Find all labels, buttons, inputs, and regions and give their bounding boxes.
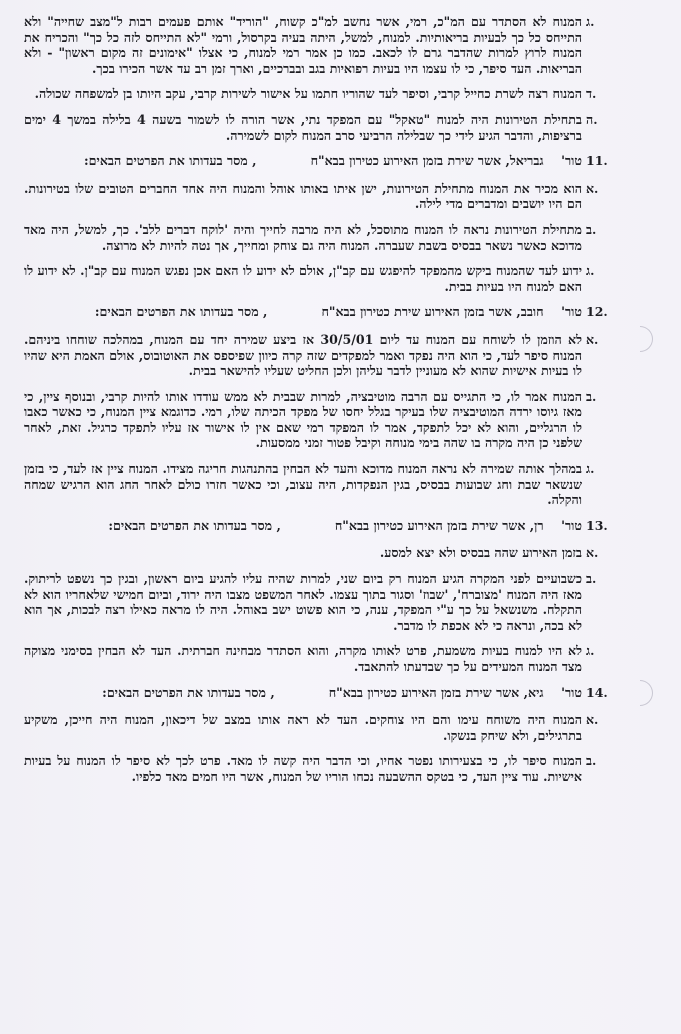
testimony-paragraph [24, 643, 616, 674]
witness-heading: 14. טור' גיא, אשר שירת בזמן האירוע כטירון בבא"ח, מסר בעדותו את הפרטים הבאים: [24, 685, 616, 701]
item-number: ג. [586, 643, 595, 659]
witness-intro: מסר בעדותו את הפרטים הבאים: [108, 517, 273, 533]
testimony-paragraph [24, 545, 616, 561]
item-number: א. [586, 712, 599, 728]
witness-intro: מסר בעדותו את הפרטים הבאים: [102, 684, 266, 700]
item-number: ג. [586, 263, 595, 279]
witness-heading: 12. טור' חובב, אשר בזמן האירוע שירת כטירון בבא"ח, מסר בעדותו את הפרטים הבאים: [24, 304, 616, 320]
binder-hole [640, 326, 653, 352]
rank-label: טור' [561, 304, 582, 320]
paragraph-text: בזמן האירוע שהה בבסיס ולא יצא למסע. [379, 545, 582, 561]
testimony-paragraph [24, 712, 616, 743]
testimony-paragraph [24, 222, 616, 253]
witness-name: רן, אשר שירת בזמן האירוע כטירון בבא"ח [334, 517, 544, 533]
witness-intro: מסר בעדותו את הפרטים הבאים: [94, 304, 259, 320]
document-body [24, 14, 616, 795]
witness-name: חובב, אשר בזמן האירוע שירת כטירון בבא"ח [321, 304, 544, 320]
witness-heading: 13. טור' רן, אשר שירת בזמן האירוע כטירון בבא"ח, מסר בעדותו את הפרטים הבאים: [24, 518, 616, 534]
testimony-paragraph [24, 112, 616, 143]
item-number: 13. [586, 517, 608, 533]
witness-name: גבריאל, אשר שירת בזמן האירוע כטירון בבא"ח [310, 153, 544, 169]
item-number: א. [586, 545, 599, 561]
paragraph-text: המנוח אמר לו, כי התגייס עם הרבה מוטיבציה, למרות שבבית לא ממש עודדו אותו להיות קרבי, ובנוסף ציין, כי מאז גיוסו ירדה המוטיבציה שלו בעיקר בגלל יחסו של מפקד הכיתה שלו, רמי. כדוגמא ציין המנוח, כי כאשר כאבו לו הרגליים, והוא לא יכל לתפקד, אמר לו המפקד רמי שאם אין לו אישור אז עליו לתפקד כרגיל. זאת, לאחר שלפני כן היה מקרה בו שהה בימי מנוחה וקיבל פטור זמני ממסעות. [24, 388, 582, 451]
item-number: א. [586, 331, 599, 347]
testimony-paragraph [24, 389, 616, 451]
item-number: ג. [586, 14, 595, 29]
testimony-paragraph [24, 14, 616, 76]
paragraph-text: לא היו למנוח בעיות משמעת, פרט לאותו מקרה, והוא הסתדר מבחינה חברתית. העד לא הבחין בסימני מצוקה מצד המנוח המעידים על כך שבדעתו להתאבד. [24, 643, 582, 674]
paragraph-text: המנוח רצה לשרת כחייל קרבי, וסיפר לעד שהוריו חתמו על אישור לשירות קרבי, עקב היותו בן למשפחה שכולה. [34, 86, 582, 102]
paragraph-text: ידוע לעד שהמנוח ביקש מהמפקד להיפגש עם קב"ן, אולם לא ידוע לו האם אכן נפגש המנוח עם קב"ן. לא ידוע לו האם למנוח היו בעיות בבית. [24, 263, 582, 294]
witness-intro: מסר בעדותו את הפרטים הבאים: [84, 153, 248, 169]
witness-name: גיא, אשר שירת בזמן האירוע כטירון בבא"ח [328, 684, 544, 700]
item-number: ב. [586, 221, 597, 237]
paragraph-text: בתחילת הטירונות היה למנוח "טאקל" עם המפקד נתי, אשר הורה לו לשמור בשעה 4 בלילה במשך 4 ימים ברציפות, והדבר הגיע לידי כך שבלילה הרביעי סרב המנוח לקום לשמירה. [24, 111, 582, 143]
item-number: ג. [586, 461, 595, 477]
item-number: ב. [586, 388, 597, 404]
paragraph-text: במהלך אותה שמירה לא נראה המנוח מדוכא והעד לא הבחין בהתנהגות חריגה מצידו. המנוח ציין אז לעד, כי בזמן שנשאר שבת וחג שבועות בבסיס, בגין הנפקדות, היה עצוב, וכי כאשר חזרו כולם לאחר החג הוא הרגיש שמחה והקלה. [24, 461, 582, 508]
paragraph-text: המנוח סיפר לו, כי בצעירותו נפטר אחיו, וכי הדבר היה קשה לו מאד. פרט לכך לא סיפר לו המנוח על בעיות אישיות. עוד ציין העד, כי בטקס ההשבעה נכחו הוריו של המנוח, אשר היו חמים מאד כלפיו. [24, 753, 582, 784]
item-number: ב. [586, 753, 597, 769]
paragraph-text: לא הוזמן לו לשוחח עם המנוח עד ליום 30/5/01 אז ביצע שמירה יחד עם המנוח, במהלכה שוחחו ביניהם. המנוח סיפר לעד, כי הוא היה נפקד ואמר למפקדים שזה קרה כיוון שפיספס את האוטובוס, אולם האמת היא שהיו לו בעיות אישיות שהוא לא מעוניין לדבר עליהן ולכן החליט שעליו להישאר בבית. [24, 331, 582, 379]
item-number: 14. [586, 684, 608, 700]
paragraph-text: כשבועיים לפני המקרה הגיע המנוח רק ביום שני, למרות שהיה עליו להגיע ביום ראשון, ובגין כך נשפט לריתוק. מאז היה המנוח 'מצוברח', 'שבוז' וסגור בתוך עצמו. לאחר המשפט מצבו היה ירוד, וביום חמישי שלאחריו הוא לא התקלח. משנשאל על כך ע"י המפקד, ענה, כי הוא פשוט ישב באוהל. היה לו מראה כאילו רצה לבכות, אך הוא לא בכה, ונראה כי לא אכפת לו מדבר. [24, 571, 582, 633]
testimony-paragraph [24, 753, 616, 784]
testimony-paragraph [24, 86, 616, 102]
rank-label: טור' [561, 517, 582, 533]
item-number: ד. [586, 86, 597, 102]
paragraph-text: המנוח לא הסתדר עם המ"כ, רמי, אשר נחשב למ"כ קשוח, "הוריד" אותם פעמים רבות ל"מצב שחייה" ולא התייחס כל כך לבעיות בריאותיות. למנוח, למשל, היתה בעיה בקרסול, ורמי "לא התייחס לזה כל כך" והכריח את המנוח לרוץ למרות שהדבר גרם לו לכאב. כמו כן אמר רמי למנוח, כי אצלו "אימונים זה מקום ראשון" - ולא הבריאות. העד סיפר, כי לו עצמו היו בעיות רפואיות בגב ובברכיים, וארך זמן רב עד אשר הכירו בכך. [24, 14, 582, 76]
paragraph-text: המנוח היה משוחח עימו והם היו צוחקים. העד לא ראה אותו במצב של דיכאון, המנוח היה חייכן, משקיע בתרגילים, ולא שיחק בנשקו. [24, 712, 582, 743]
binder-hole [640, 680, 653, 706]
testimony-paragraph [24, 332, 616, 379]
item-number: 11. [586, 153, 608, 169]
rank-label: טור' [561, 684, 582, 700]
item-number: א. [586, 180, 599, 196]
testimony-paragraph [24, 461, 616, 508]
rank-label: טור' [561, 153, 582, 169]
item-number: ב. [586, 571, 597, 587]
paragraph-text: הוא מכיר את המנוח מתחילת הטירונות, ישן איתו באותו אוהל והמנוח היה אחד החברים הטובים שלו בטירונות. הם היו יושבים ומדברים מדי לילה. [24, 180, 582, 212]
testimony-paragraph [24, 571, 616, 633]
paragraph-text: מתחילת הטירונות נראה לו המנוח מתוסכל, לא היה מרבה לחייך והיה 'לוקח דברים ללב'. כך, למשל, היה מאד מדוכא כאשר נשאר בבסיס בשבת שעברה. המנוח היה גם צוחק ומחייך, אך נטה להיות לא מרוצה. [24, 221, 582, 253]
witness-heading: 11. טור' גבריאל, אשר שירת בזמן האירוע כטירון בבא"ח, מסר בעדותו את הפרטים הבאים: [24, 153, 616, 169]
item-number: ה. [586, 111, 598, 127]
testimony-paragraph [24, 181, 616, 212]
testimony-paragraph [24, 263, 616, 294]
item-number: 12. [586, 304, 608, 320]
